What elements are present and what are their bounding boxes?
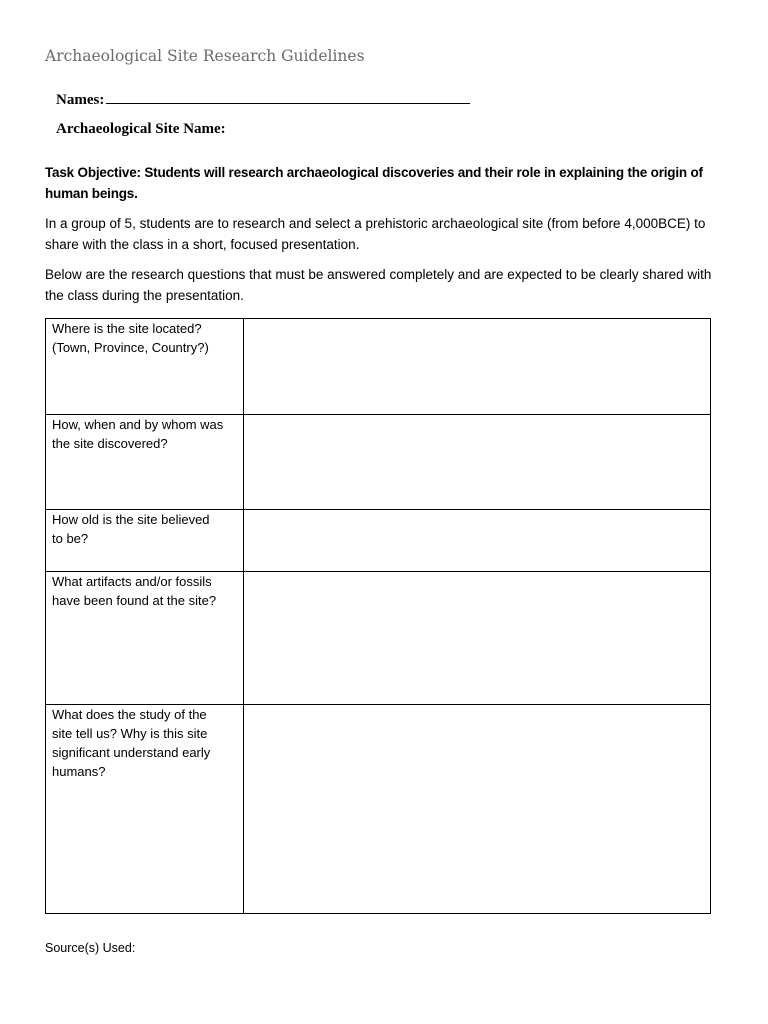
question-text-line: site tell us? Why is this site xyxy=(52,726,208,741)
question-text-line: How, when and by whom was xyxy=(52,417,224,432)
questions-intro-paragraph: Below are the research questions that must be answered completely and are expected to be clearly shared with the class during the presentation. xyxy=(45,267,712,303)
sources-used-label: Source(s) Used: xyxy=(45,941,136,955)
question-cell xyxy=(46,705,244,914)
answer-cell[interactable] xyxy=(244,572,711,705)
question-text-line: How old is the site believed xyxy=(52,512,210,527)
question-text-line: What artifacts and/or fossils xyxy=(52,574,212,589)
answer-cell[interactable] xyxy=(244,705,711,914)
question-cell xyxy=(46,319,244,415)
instructions-paragraph: In a group of 5, students are to research and select a prehistoric archaeological site (from before 4,000BCE) to share with the class in a short, focused presentation. xyxy=(45,216,706,252)
question-text-line: significant understand early xyxy=(52,745,211,760)
answer-cell[interactable] xyxy=(244,510,711,572)
question-text-line: the site discovered? xyxy=(52,436,168,451)
table-row xyxy=(46,319,711,415)
names-blank-line[interactable] xyxy=(106,91,470,104)
question-text-line: humans? xyxy=(52,764,106,779)
research-questions-table xyxy=(45,318,711,914)
question-text-line: Where is the site located? xyxy=(52,321,202,336)
question-cell xyxy=(46,572,244,705)
task-objective: Task Objective: Students will research archaeological discoveries and their role in explaining the origin of human beings. xyxy=(45,165,703,201)
answer-cell[interactable] xyxy=(244,415,711,510)
names-field xyxy=(56,91,470,109)
question-cell xyxy=(46,415,244,510)
site-name-label: Archaeological Site Name: xyxy=(56,121,226,137)
table-row xyxy=(46,415,711,510)
table-row xyxy=(46,510,711,572)
question-text-line: to be? xyxy=(52,531,89,546)
question-text-line: What does the study of the xyxy=(52,707,207,722)
question-text-line: have been found at the site? xyxy=(52,593,217,608)
question-text-line: (Town, Province, Country?) xyxy=(52,340,209,355)
table-row xyxy=(46,572,711,705)
question-cell xyxy=(46,510,244,572)
names-label: Names: xyxy=(56,92,105,108)
answer-cell[interactable] xyxy=(244,319,711,415)
document-title: Archaeological Site Research Guidelines xyxy=(45,47,365,65)
table-row xyxy=(46,705,711,914)
